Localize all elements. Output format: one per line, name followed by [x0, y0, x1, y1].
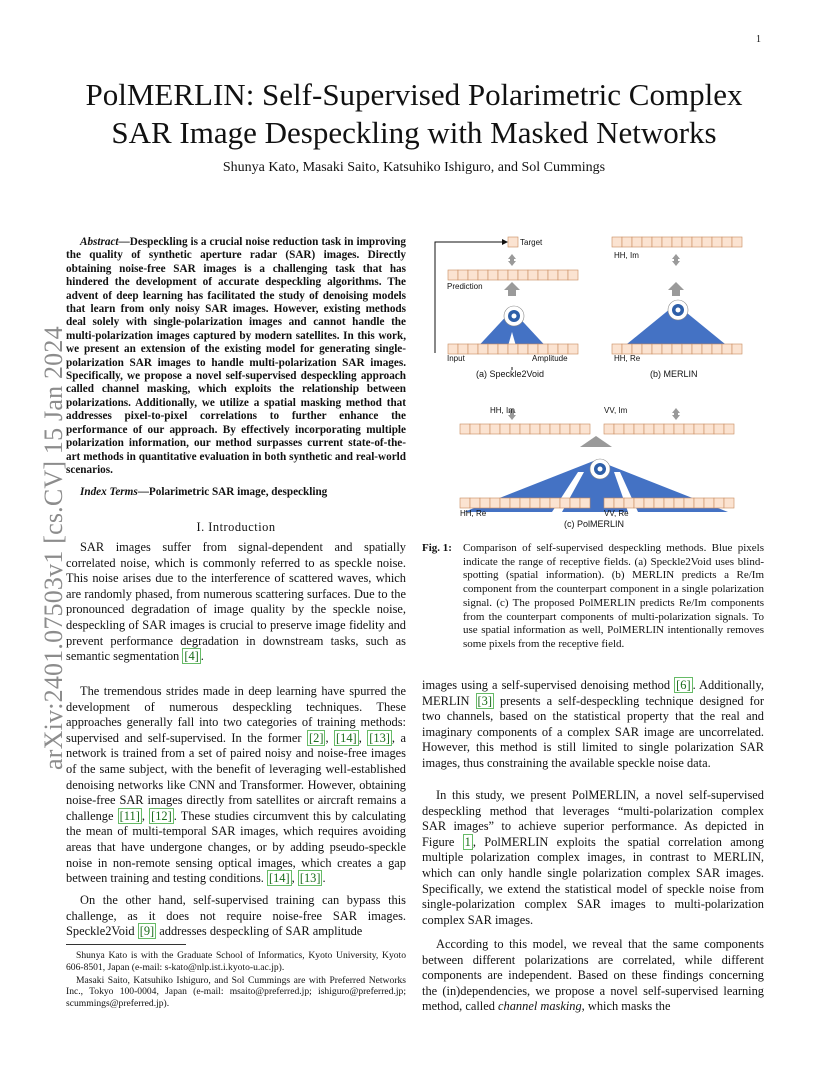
authors: Shunya Kato, Masaki Saito, Katsuhiko Ishiguro, and Sol Cummings: [222, 160, 606, 175]
pixel-cell: [672, 237, 682, 247]
output-row-c-vv: [604, 424, 734, 434]
caption-text: Comparison of self-supervised despeckling methods. Blue pixels indicate the range of receptive fields. (a) Speckle2Void uses blind-spotting (spatial information). (b) MERLIN predicts a Re/Im component from the counterpart component in a single polarization signal. (c) The proposed PolMERLIN predicts Re/Im components from the counterpart components of multi-polarization signals. To use spatial information as well, PolMERLIN intentionally removes some pixels from the receptive field.: [463, 542, 764, 650]
pixel-cell: [508, 270, 518, 280]
pixel-cell: [548, 344, 558, 354]
pixel-cell: [528, 344, 538, 354]
pixel-cell: [684, 498, 694, 508]
pixel-cell: [550, 424, 560, 434]
pixel-cell: [540, 424, 550, 434]
pixel-cell: [714, 498, 724, 508]
footnotes: [66, 950, 406, 1011]
pixel-cell: [624, 498, 634, 508]
pixel-cell: [568, 344, 578, 354]
pixel-cell: [510, 498, 520, 508]
pixel-cell: [704, 498, 714, 508]
pixel-cell: [490, 498, 500, 508]
pixel-cell: [470, 424, 480, 434]
pixel-cell: [632, 344, 642, 354]
pixel-cell: [644, 498, 654, 508]
pixel-cell: [664, 424, 674, 434]
pixel-cell: [694, 498, 704, 508]
output-row-b: [612, 237, 742, 247]
pixel-cell: [460, 498, 470, 508]
subcaption-c: (c) PolMERLIN: [564, 519, 625, 529]
pixel-cell: [540, 498, 550, 508]
pixel-cell: [558, 344, 568, 354]
pixel-cell: [448, 344, 458, 354]
pixel-cell: [682, 344, 692, 354]
pixel-cell: [490, 424, 500, 434]
pixel-cell: [634, 424, 644, 434]
pixel-cell: [654, 424, 664, 434]
label-input: Input: [447, 354, 465, 363]
pixel-cell: [694, 424, 704, 434]
arxiv-stamp: [14, 290, 68, 770]
paragraph-text: SAR images suffer from signal-dependent and spatially correlated noise, which is commonly referred to as speckle noise. This noise arises due to the interference of scattered waves, which are randomly phased, from numerous scattering surfaces. Due to the pronounced degradation of image quality by the speckle noise, despeckling of SAR images is crucial to preserve image fidelity and prevent performance degradation in downstream tasks, such as semantic segmentation: [66, 540, 406, 664]
pixel-cell: [468, 344, 478, 354]
pixel-cell: [624, 424, 634, 434]
figure-1: [428, 232, 764, 534]
paragraph-text: According to this model, we reveal that the same components between different polarizations are correlated, while different components are independent. Based on these findings concerning the (in)dependencies, we propose a novel self-supervised learning method, called: [422, 937, 764, 1014]
paragraph-text: On the other hand, self-supervised training can bypass this challenge, as it does not require noise-free SAR images. Speckle2Void: [66, 893, 406, 939]
right-paragraph-3: [422, 937, 764, 1015]
pixel-cell: [538, 270, 548, 280]
pixel-cell: [500, 498, 510, 508]
input-row-c-hh: [460, 498, 590, 508]
title-line-2: SAR Image Despeckling with Masked Networks: [111, 115, 717, 150]
page-number: 1: [756, 34, 761, 45]
pixel-cell: [732, 344, 742, 354]
pixel-cell: [632, 237, 642, 247]
pixel-cell: [448, 270, 458, 280]
pixel-cell: [662, 344, 672, 354]
pixel-cell: [652, 344, 662, 354]
pixel-cell: [704, 424, 714, 434]
output-row-c-hh: [460, 424, 590, 434]
pixel-cell: [614, 498, 624, 508]
pixel-cell: [488, 344, 498, 354]
figure-link[interactable]: 1: [464, 834, 471, 849]
citation-link[interactable]: [11]: [119, 808, 140, 823]
pixel-cell: [654, 498, 664, 508]
pixel-cell: [642, 344, 652, 354]
right-paragraph-1: [422, 678, 764, 772]
paragraph-text: ,: [325, 730, 335, 745]
paragraph-text: . Additionally, MERLIN: [422, 678, 764, 708]
pixel-cell: [672, 344, 682, 354]
citation-link[interactable]: [4]: [184, 649, 199, 664]
arxiv-stamp-text: arXiv:2401.07503v1 [cs.CV] 15 Jan 2024: [39, 326, 68, 770]
pixel-cell: [470, 498, 480, 508]
pixel-cell: [664, 498, 674, 508]
footnote-divider: [66, 944, 186, 945]
prediction-row-a: [448, 270, 578, 280]
label-amplitude: Amplitude: [532, 354, 568, 363]
pixel-cell: [498, 270, 508, 280]
footnote-1: Shunya Kato is with the Graduate School of Informatics, Kyoto University, Kyoto 606-8501, Japan (e-mail: s-kato@nlp.ist.i.kyoto-u.ac.jp).: [66, 950, 406, 973]
label-vv-re-c: VV, Re: [604, 509, 629, 518]
label-target: Target: [520, 238, 543, 247]
panel-polmerlin: [460, 408, 734, 512]
pixel-cell: [560, 424, 570, 434]
paragraph-text: ,: [291, 871, 298, 886]
label-prediction: Prediction: [447, 282, 483, 291]
pixel-cell: [702, 237, 712, 247]
pixel-cell: [478, 344, 488, 354]
pixel-cell: [634, 498, 644, 508]
pixel-cell: [722, 344, 732, 354]
pixel-cell: [674, 424, 684, 434]
pixel-cell: [682, 237, 692, 247]
title-line-1: PolMERLIN: Self-Supervised Polarimetric Complex: [85, 77, 743, 112]
pixel-cell: [538, 344, 548, 354]
index-terms-lead: Index Terms: [80, 486, 138, 498]
paragraph-text: . These studies circumvent this by calculating the mean of multi-temporal SAR images, which requires avoiding areas that have undergone changes, or by adding pseudo-speckle noise in non-remote sensing optical images, which creates a gap between training and testing conditions.: [66, 808, 406, 886]
pixel-cell: [674, 498, 684, 508]
subcaption-b: (b) MERLIN: [650, 369, 698, 379]
pixel-cell: [520, 424, 530, 434]
pixel-cell: [692, 237, 702, 247]
pixel-cell: [712, 237, 722, 247]
pixel-cell: [684, 424, 694, 434]
citation-link[interactable]: [12]: [151, 808, 172, 823]
pixel-cell: [460, 424, 470, 434]
paper-title: [50, 76, 778, 152]
pixel-cell: [732, 237, 742, 247]
pixel-cell: [614, 424, 624, 434]
abstract-text: —Despeckling is a crucial noise reduction task in improving the quality of synthetic aperture radar (SAR) images. Directly obtaining noise-free SAR images is a challenging task that has hindered the development of accurate despeckling algorithms. The advent of deep learning has facilitated the study of denoising models that learn from only noisy SAR images. However, existing methods deal solely with single-polarization images and cannot handle the multi-polarization images captured by modern satellites. In this work, we present an extension of the existing model for generating single-polarization SAR images to handle multi-polarization SAR images. Specifically, we propose a novel self-supervised despeckling approach called channel masking, which exploits the relationship between polarizations. Additionally, we utilize a spatial masking method that addresses pixel-to-pixel correlations to further enhance the performance of our approach. By effectively incorporating multiple polarization information, our method surpasses current state-of-the-art methods in quantitative evaluation in both synthetic and real-world scenarios.: [66, 236, 406, 476]
citation-link[interactable]: [6]: [676, 678, 691, 692]
panel-speckle2void: [435, 237, 578, 370]
label-hh-re-b: HH, Re: [614, 354, 641, 363]
pixel-cell: [558, 270, 568, 280]
citation-link[interactable]: [9]: [139, 924, 155, 939]
pixel-cell: [570, 424, 580, 434]
pixel-cell: [518, 270, 528, 280]
pixel-cell: [604, 424, 614, 434]
paragraph-text: presents a self-despeckling technique designed for two channels, based on the statistical property that the real and imaginary components of a complex SAR image are uncorrelated. However, this method is still limited to single polarization SAR images, thus constraining the available speckle noise data.: [422, 693, 765, 770]
pixel-cell: [498, 344, 508, 354]
citation-link[interactable]: [3]: [477, 693, 492, 708]
abstract-lead: Abstract: [80, 236, 119, 248]
pixel-cell: [604, 498, 614, 508]
paragraph-text: images using a self-supervised denoising method: [422, 678, 675, 692]
label-hh-im-b: HH, Im: [614, 251, 639, 260]
paragraph-text: , a network is trained from a set of paired noisy and noise-free images of the same subject, with the benefit of leveraging well-established denoising networks like CNN and Transformer. However, obtaining noise-free SAR images directly from satellites or aircraft remains a challenge: [66, 730, 406, 823]
pixel-cell: [508, 344, 518, 354]
pixel-cell: [530, 498, 540, 508]
emphasis-channel-masking: channel masking: [498, 999, 582, 1014]
pixel-cell: [520, 498, 530, 508]
paragraph-text: ,: [141, 808, 150, 823]
pixel-cell: [724, 424, 734, 434]
pixel-cell: [692, 344, 702, 354]
paragraph-text: addresses despeckling of SAR amplitude: [156, 924, 363, 939]
pixel-cell: [662, 237, 672, 247]
pixel-cell: [468, 270, 478, 280]
pixel-cell: [612, 344, 622, 354]
figure-1-diagram: [428, 232, 764, 534]
input-row-b: [612, 344, 742, 354]
index-terms-text: —Polarimetric SAR image, despeckling: [137, 486, 328, 498]
pixel-cell: [510, 424, 520, 434]
input-row-a: [448, 344, 578, 354]
pixel-cell: [550, 498, 560, 508]
pixel-cell: [480, 498, 490, 508]
pixel-cell: [612, 237, 622, 247]
citation-link[interactable]: [14]: [336, 730, 357, 745]
intro-paragraph-3: [66, 893, 406, 940]
paragraph-text: .: [322, 871, 326, 886]
pixel-cell: [488, 270, 498, 280]
label-hh-re-c: HH, Re: [460, 509, 487, 518]
pixel-cell: [702, 344, 712, 354]
pixel-cell: [518, 344, 528, 354]
pixel-cell: [722, 237, 732, 247]
footnote-2: Masaki Saito, Katsuhiko Ishiguro, and Sol Cummings are with Preferred Networks Inc., Tokyo 100-0004, Japan (e-mail: msaito@preferred.jp; ishiguro@preferred.jp; scummings@preferred.jp).: [66, 974, 406, 1010]
pixel-cell: [580, 424, 590, 434]
paragraph-text: The tremendous strides made in deep learning have spurred the development of numerous despeckling techniques. These approaches generally fall into two categories of training methods: supervised and self-supervised. In the former: [66, 684, 406, 745]
pixel-cell: [724, 498, 734, 508]
pixel-cell: [458, 270, 468, 280]
input-row-c-vv: [604, 498, 734, 508]
citation-link[interactable]: [13]: [369, 730, 390, 745]
citation-link[interactable]: [13]: [299, 871, 321, 886]
pixel-cell: [580, 498, 590, 508]
pixel-cell: [528, 270, 538, 280]
pixel-cell: [652, 237, 662, 247]
pixel-cell: [622, 344, 632, 354]
pixel-cell: [570, 498, 580, 508]
pixel-cell: [568, 270, 578, 280]
label-vv-im-c: VV, Im: [604, 406, 628, 415]
label-hh-im-c: HH, Im: [490, 406, 515, 415]
paragraph-text: , PolMERLIN exploits the spatial correlation among multiple polarization complex images, in contrast to MERLIN, which can only handle single polarization complex SAR images. Specifically, we extend the statistical model of speckle noise from single-polarization complex SAR images to multi-polarization complex SAR images.: [422, 834, 764, 927]
abstract: [66, 236, 406, 477]
citation-link[interactable]: [14]: [268, 871, 290, 886]
intro-paragraph-2: [66, 684, 406, 887]
pixel-cell: [480, 424, 490, 434]
pixel-cell: [622, 237, 632, 247]
citation-link[interactable]: [2]: [309, 730, 324, 745]
pixel-cell: [478, 270, 488, 280]
right-paragraph-2: [422, 788, 764, 928]
index-terms: [66, 485, 406, 501]
pixel-cell: [712, 344, 722, 354]
intro-paragraph-1: [66, 540, 406, 665]
pixel-cell: [644, 424, 654, 434]
figure-1-caption: [422, 542, 764, 652]
caption-label: Fig. 1:: [422, 542, 452, 554]
paragraph-text: In this study, we present PolMERLIN, a novel self-supervised despeckling method that leverages “multi-polarization complex SAR images” to achieve superior performance. As depicted in Figure: [422, 788, 764, 849]
section-heading: I. Introduction: [196, 520, 276, 534]
pixel-cell: [560, 498, 570, 508]
pixel-cell: [714, 424, 724, 434]
pixel-cell: [500, 424, 510, 434]
paragraph-text: , which masks the: [581, 999, 671, 1014]
pixel-cell: [642, 237, 652, 247]
pixel-cell: [458, 344, 468, 354]
subcaption-a: (a) Speckle2Void: [476, 369, 545, 379]
pixel-cell: [530, 424, 540, 434]
pixel-cell: [548, 270, 558, 280]
paragraph-text: ,: [358, 730, 368, 745]
paragraph-text: .: [200, 649, 204, 664]
